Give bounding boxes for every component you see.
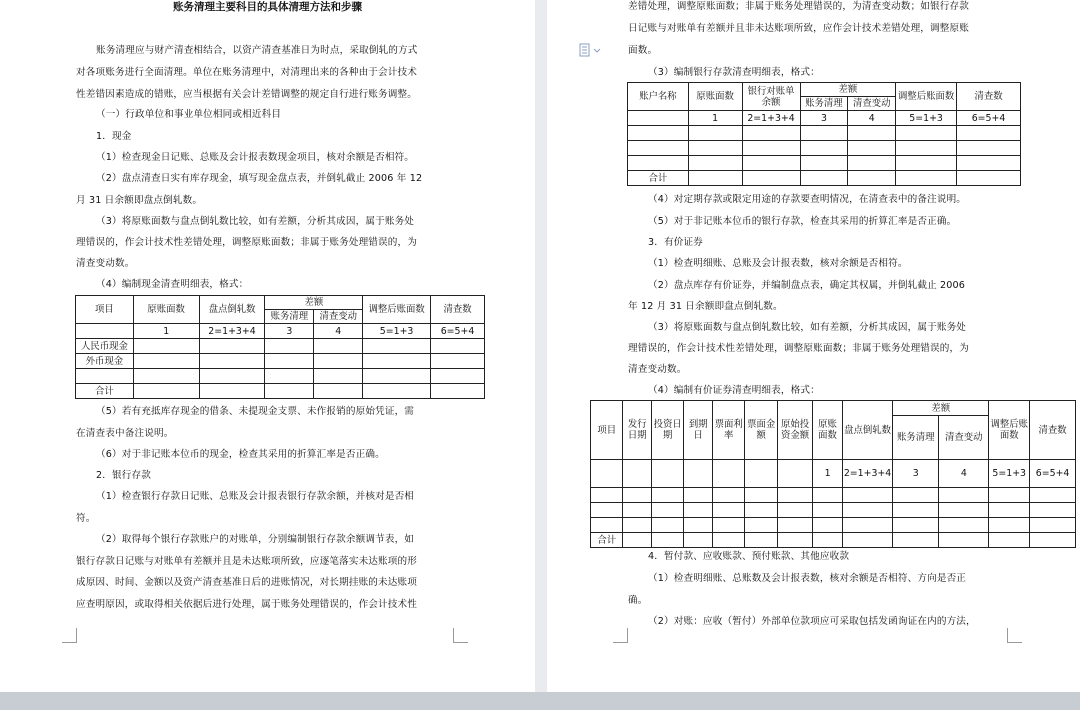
paragraph-line: （6）对于非记账本位币的现金，检查其采用的折算汇率是否正确。: [96, 449, 385, 460]
table-cell: 5=1+3: [989, 460, 1030, 488]
subsection-heading: 1．现金: [96, 131, 132, 142]
header-cell: 发行日期: [623, 401, 652, 460]
paragraph-line: （2）取得每个银行存款账户的对账单，分别编制银行存款余额调节表，如: [96, 534, 415, 545]
paragraph-line: （5）若有充抵库存现金的借条、未提现金支票、未作报销的原始凭证，需: [96, 406, 415, 417]
header-cell: 盘点倒轧数: [842, 401, 892, 460]
page-gutter: [535, 0, 547, 692]
paragraph-line: 面数。: [628, 45, 658, 56]
paragraph-line: （1）检查现金日记账、总账及会计报表数现金项目，核对余额是否相符。: [96, 152, 415, 163]
header-cell: 差额: [893, 401, 989, 416]
paragraph-line: （1）检查明细账、总账及会计报表数，核对余额是否相符。: [648, 258, 908, 269]
header-cell: 原账面数: [133, 296, 199, 324]
table-row: [591, 533, 1076, 548]
table-row: [628, 111, 1021, 126]
table-cell: 外币现金: [76, 354, 134, 369]
header-cell: 调整后账面数: [989, 401, 1030, 460]
header-cell: 清查变动: [314, 310, 363, 324]
table-cell: 3: [893, 460, 939, 488]
window-bottom-bar: [0, 692, 1080, 710]
paragraph-line: （2）盘点库存有价证券，并编制盘点表，确定其权属，并倒轧截止 2006: [648, 280, 966, 291]
paragraph-line: 年 12 月 31 日余额即盘点倒轧数。: [628, 301, 783, 312]
paragraph-line: 理错误的，作会计技术性差错处理，调整原账面数；非属于账务处理错误的，为: [628, 343, 970, 354]
header-cell: 账务清理: [265, 310, 314, 324]
header-cell: 项目: [591, 401, 623, 460]
table-cell: 合计: [628, 171, 689, 186]
header-cell: 清查数: [1030, 401, 1076, 460]
table-row: [628, 171, 1021, 186]
paragraph-line: 清查变动数。: [628, 364, 687, 375]
paragraph-line: 银行存款日记账与对账单有差额并且是未达账项所致，应逐笔落实未达账项的形: [76, 556, 418, 567]
table-cell: 1: [688, 111, 742, 126]
paragraph-line: （1）检查明细账、总账数及会计报表数，核对余额是否相符、方向是否正: [648, 573, 967, 584]
table-cell: 1: [133, 324, 199, 339]
paragraph-line: （4）编制有价证券清查明细表，格式：: [648, 385, 820, 396]
header-cell: 原账面数: [813, 401, 843, 460]
paragraph-line: （1）检查银行存款日记账、总账及会计报表银行存款余额，并核对是否相: [96, 491, 415, 502]
table-cell: 人民币现金: [76, 339, 134, 354]
subsection-heading: 4．暂付款、应收账款、预付账款、其他应收款: [648, 551, 850, 562]
cash-detail-table: [75, 295, 485, 399]
header-cell: 投资日期: [652, 401, 684, 460]
paragraph-line: 确。: [628, 595, 648, 606]
header-cell: 调整后账面数: [363, 296, 431, 324]
header-cell: 原始投资金额: [777, 401, 812, 460]
header-cell: 到期日: [684, 401, 713, 460]
paragraph-line: 符。: [76, 513, 96, 524]
subsection-heading: 3．有价证券: [648, 237, 703, 248]
margin-corner-mark: [453, 628, 468, 643]
header-cell: 调整后账面数: [896, 83, 957, 111]
margin-corner-mark: [1007, 628, 1022, 643]
header-cell: 清查数: [431, 296, 485, 324]
document-page-left: [0, 0, 535, 692]
table-cell: 3: [265, 324, 314, 339]
paragraph-line: （3）将原账面数与盘点倒轧数比较，如有差额，分析其成因，属于账务处: [648, 322, 967, 333]
header-cell: 原账面数: [688, 83, 742, 111]
paragraph-line: （4）对定期存款或限定用途的存款要查明情况，在清查表中的备注说明。: [648, 194, 967, 205]
paragraph-line: 差错处理，调整原账面数；非属于账务处理错误的，为清查变动数；如银行存款: [628, 1, 970, 12]
header-cell: 账务清理: [893, 416, 939, 460]
header-cell: 清查变动: [848, 97, 896, 111]
table-row: [628, 141, 1021, 156]
subsection-heading: 2．银行存款: [96, 470, 151, 481]
margin-corner-mark: [613, 628, 628, 643]
table-cell: 4: [939, 460, 989, 488]
header-cell: 票面利率: [713, 401, 745, 460]
table-cell: 2=1+3+4: [199, 324, 265, 339]
table-cell: 4: [314, 324, 363, 339]
table-cell: 合计: [76, 384, 134, 399]
header-cell: 盘点倒轧数: [199, 296, 265, 324]
table-row: [76, 384, 485, 399]
table-cell: 6=5+4: [1030, 460, 1076, 488]
table-row: [76, 339, 485, 354]
table-cell: 2=1+3+4: [842, 460, 892, 488]
paragraph-line: 应查明原因，或取得相关依据后进行处理，属于账务处理错误的，作会计技术性: [76, 599, 418, 610]
paragraph-line: 日记账与对账单有差额并且非未达账项所致，应作会计技术差错处理，调整原账: [628, 23, 970, 34]
table-cell: 4: [848, 111, 896, 126]
table-cell: 2=1+3+4: [742, 111, 800, 126]
paragraph-line: （3）将原账面数与盘点倒轧数比较，如有差额，分析其成因，属于账务处: [96, 216, 415, 227]
table-row: [591, 503, 1076, 518]
table-row: [628, 156, 1021, 171]
table-row: [591, 460, 1076, 488]
table-cell: 3: [800, 111, 848, 126]
header-cell: 差额: [265, 296, 363, 310]
document-title: 账务清理主要科目的具体清理方法和步骤: [173, 1, 362, 13]
paragraph-line: 在清查表中备注说明。: [76, 428, 174, 439]
header-cell: 银行对账单余额: [742, 83, 800, 111]
table-row: [76, 324, 485, 339]
paste-options-icon[interactable]: [579, 42, 603, 56]
header-cell: 账务清理: [800, 97, 848, 111]
table-row: [76, 354, 485, 369]
bank-detail-table: [627, 82, 1021, 186]
table-cell: 5=1+3: [363, 324, 431, 339]
header-cell: 清查数: [957, 83, 1021, 111]
header-cell: 账户名称: [628, 83, 689, 111]
paragraph-line: （4）编制现金清查明细表，格式：: [96, 279, 249, 290]
section-heading: （一）行政单位和事业单位相同或相近科目: [96, 109, 282, 120]
header-cell: 项目: [76, 296, 134, 324]
table-cell: 5=1+3: [896, 111, 957, 126]
paragraph-line: （3）编制银行存款清查明细表，格式：: [648, 67, 820, 78]
margin-corner-mark: [62, 628, 77, 643]
table-row: [76, 369, 485, 384]
header-cell: 票面金额: [745, 401, 777, 460]
paragraph-line: 理错误的，作会计技术性差错处理，调整原账面数；非属于账务处理错误的，为: [76, 237, 418, 248]
paragraph-line: （5）对于非记账本位币的银行存款，检查其采用的折算汇率是否正确。: [648, 216, 957, 227]
header-cell: 差额: [800, 83, 896, 97]
table-row: [628, 126, 1021, 141]
table-row: [591, 488, 1076, 503]
table-cell: 合计: [591, 533, 623, 548]
table-cell: 6=5+4: [957, 111, 1021, 126]
paragraph-line: 成原因、时间、金额以及资产清查基准日后的进账情况，对长期挂账的未达账项: [76, 577, 418, 588]
paragraph-line: （2）盘点清查日实有库存现金，填写现金盘点表，并倒轧截止 2006 年 12: [96, 173, 423, 184]
document-page-right: [547, 0, 1080, 692]
paragraph-line: 月 31 日余额即盘点倒轧数。: [76, 195, 203, 206]
table-cell: 1: [813, 460, 843, 488]
securities-detail-table: [590, 400, 1076, 548]
header-cell: 清查变动: [939, 416, 989, 460]
paragraph-line: 账务清理应与财产清查相结合，以资产清查基准日为时点，采取倒轧的方式: [96, 45, 418, 56]
paragraph-line: 清查变动数。: [76, 258, 135, 269]
paragraph-line: （2）对账：应收（暂付）外部单位款项应可采取包括发函询证在内的方法，: [648, 616, 976, 627]
paragraph-line: 性差错因素造成的错账，应当根据有关会计差错调整的规定自行进行账务调整。: [76, 89, 418, 100]
table-row: [591, 518, 1076, 533]
paragraph-line: 对各项账务进行全面清理。单位在账务清理中，对清理出来的各种由于会计技术: [76, 67, 418, 78]
table-cell: 6=5+4: [431, 324, 485, 339]
